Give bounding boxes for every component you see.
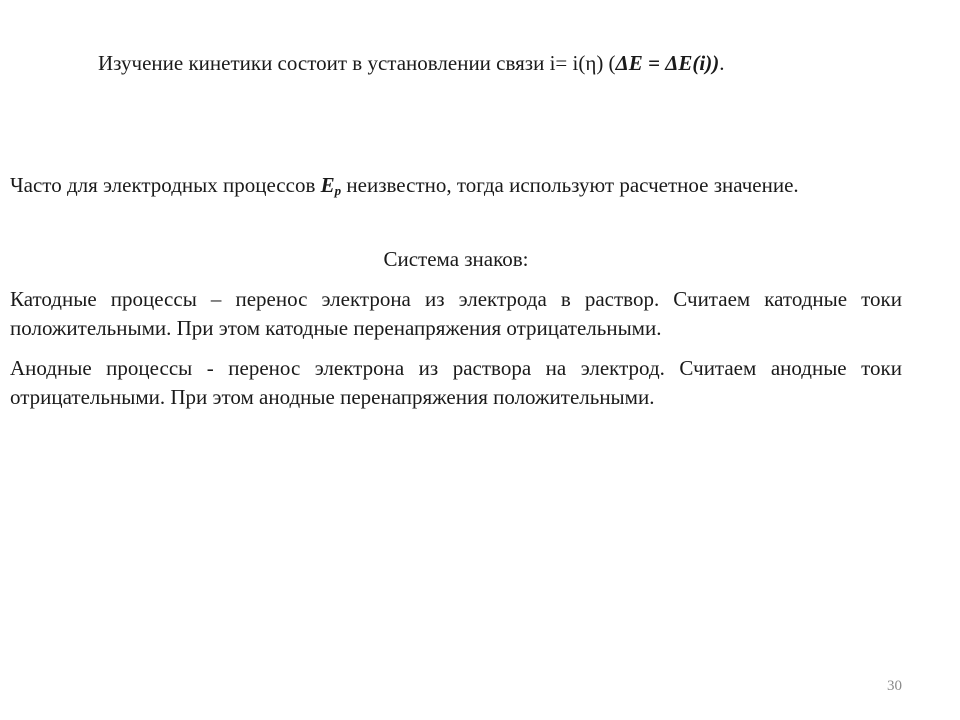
ep-letter: E [320, 173, 335, 197]
delta-e-formula: ΔE = ΔE(i)) [615, 51, 720, 75]
slide-heading [98, 50, 724, 76]
heading-text: Изучение кинетики состоит в установлении связи i= i( [98, 51, 586, 75]
heading-end: . [719, 51, 725, 75]
page-number: 30 [887, 678, 902, 694]
ep-subscript: p [334, 183, 342, 198]
paragraph-anodic: Анодные процессы - перенос электрона из раствора на электрод. Считаем анодные токи отрицательными. При этом анодные перенапряжения положительными. [10, 356, 902, 409]
p1-before: Часто для электродных процессов [10, 173, 321, 197]
ep-symbol [321, 173, 342, 197]
paragraph-reference-potential [10, 171, 902, 200]
paragraph-cathodic: Катодные процессы – перенос электрона из электрода в раствор. Считаем катодные токи положительными. При этом катодные перенапряжения отрицательными. [10, 287, 902, 340]
sign-system-title: Система знаков: [383, 247, 529, 271]
eta-symbol: η [585, 51, 597, 75]
p1-after: неизвестно, тогда используют расчетное значение. [341, 173, 799, 197]
heading-paren: ) ( [596, 51, 616, 75]
